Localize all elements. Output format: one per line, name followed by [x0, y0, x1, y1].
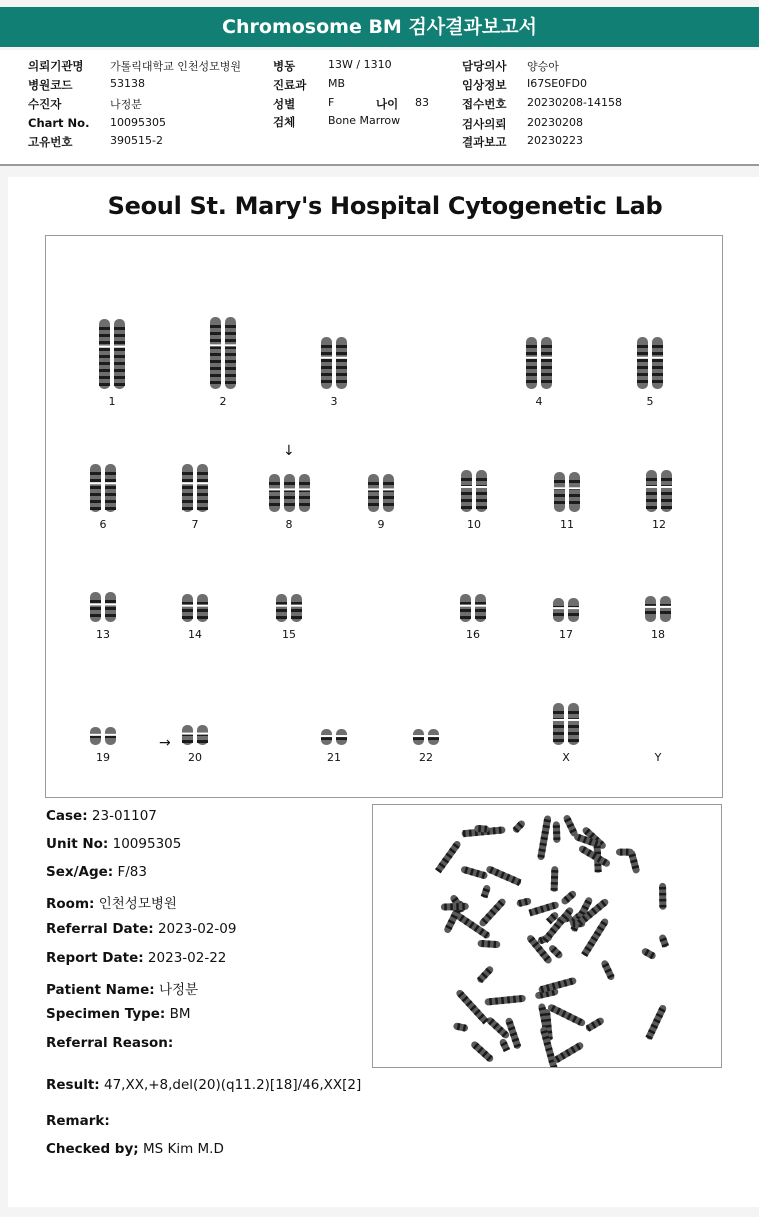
chromosome-label-14: 14	[188, 628, 202, 641]
report-date-value: 2023-02-22	[147, 950, 227, 966]
chromosome-label-17: 17	[559, 628, 573, 641]
chromosome-pair-12	[644, 468, 674, 514]
ward-label: 병동	[273, 59, 296, 73]
receipt-no-value: 20230208-14158	[527, 96, 622, 109]
chromosome-label-18: 18	[651, 628, 665, 641]
chromosome-pair-21	[319, 727, 349, 747]
unit-label: Unit No:	[46, 836, 109, 852]
age-value: 83	[415, 96, 429, 109]
chart-no-value: 10095305	[110, 116, 166, 129]
doctor-label: 담당의사	[462, 59, 507, 73]
report-date-label: 결과보고	[462, 135, 507, 149]
clinical-label: 임상정보	[462, 78, 507, 92]
case-value: 23-01107	[91, 808, 157, 824]
patient-info-panel	[0, 50, 759, 166]
chromosome-label-20: 20	[188, 751, 202, 764]
ward-value: 13W / 1310	[328, 58, 392, 71]
receipt-no-label: 접수번호	[462, 97, 507, 111]
chart-no-label: Chart No.	[28, 116, 90, 130]
chromosome-label-10: 10	[467, 518, 481, 531]
chromosome-label-13: 13	[96, 628, 110, 641]
chromosome-pair-9	[366, 472, 396, 514]
patient-name-row	[46, 978, 198, 998]
specimen-type-row	[46, 1006, 191, 1022]
result-row	[46, 1077, 361, 1093]
chromosome-label-19: 19	[96, 751, 110, 764]
chromosome-label-2: 2	[219, 395, 227, 408]
chromosome-pair-4	[524, 335, 554, 391]
institution-value: 가톨릭대학교 인천성모병원	[110, 60, 242, 73]
referral-reason-label: Referral Reason:	[46, 1035, 174, 1051]
chromosome-pair-11	[552, 470, 582, 514]
metaphase-image	[372, 804, 722, 1068]
chromosome-pair-7	[180, 462, 210, 514]
chromosome-pair-18	[643, 594, 673, 624]
chromosome-pair-19	[88, 725, 118, 747]
arrow-down-icon: ↓	[283, 443, 295, 459]
age-label: 나이	[376, 97, 399, 111]
chromosome-label-6: 6	[99, 518, 107, 531]
result-value: 47,XX,+8,del(20)(q11.2)[18]/46,XX[2]	[103, 1077, 362, 1093]
patient-label: 수진자	[28, 97, 62, 111]
room-value: 인천성모병원	[98, 896, 177, 912]
chromosome-label-22: 22	[419, 751, 433, 764]
sexage-value: F/83	[117, 864, 147, 880]
chromosome-pair-16	[458, 592, 488, 624]
room-label: Room:	[46, 896, 95, 912]
request-date-label: 검사의뢰	[462, 117, 507, 131]
chromosome-label-X: X	[562, 751, 570, 764]
remark-row	[46, 1113, 114, 1129]
unique-no-value: 390515-2	[110, 134, 163, 147]
chromosome-label-Y: Y	[654, 751, 662, 764]
patient-name-value: 나정분	[158, 982, 199, 998]
remark-label: Remark:	[46, 1113, 110, 1129]
chromosome-pair-8	[267, 472, 312, 514]
chromosome-pair-17	[551, 596, 581, 624]
karyotype-panel	[45, 235, 723, 798]
chromosome-pair-6	[88, 462, 118, 514]
referral-date-value: 2023-02-09	[157, 921, 237, 937]
specimen-label: 검체	[273, 115, 296, 129]
chromosome-pair-2	[208, 315, 238, 391]
chromosome-pair-15	[274, 592, 304, 624]
chromosome-pair-22	[411, 727, 441, 747]
chromosome-pair-14	[180, 592, 210, 624]
specimen-type-label: Specimen Type:	[46, 1006, 166, 1022]
chromosome-pair-20	[180, 723, 210, 747]
chromosome-label-21: 21	[327, 751, 341, 764]
case-row	[46, 808, 157, 824]
chromosome-pair-10	[459, 468, 489, 514]
chromosome-pair-1	[97, 317, 127, 391]
hospital-code-value: 53138	[110, 77, 145, 90]
report-date-label: Report Date:	[46, 950, 144, 966]
sexage-row	[46, 864, 147, 880]
room-row	[46, 892, 177, 912]
chromosome-label-16: 16	[466, 628, 480, 641]
dept-value: MB	[328, 77, 346, 90]
chromosome-label-7: 7	[191, 518, 199, 531]
chromosome-label-9: 9	[377, 518, 385, 531]
referral-reason-row	[46, 1035, 178, 1051]
arrow-right-icon: →	[159, 735, 171, 751]
referral-date-label: Referral Date:	[46, 921, 154, 937]
chromosome-pair-5	[635, 335, 665, 391]
lab-title: Seoul St. Mary's Hospital Cytogenetic Lab	[107, 192, 663, 220]
chromosome-label-1: 1	[108, 395, 116, 408]
report-title: Chromosome BM 검사결과보고서	[0, 7, 759, 47]
institution-label: 의뢰기관명	[28, 59, 84, 73]
chromosome-label-11: 11	[560, 518, 574, 531]
doctor-value: 양승아	[527, 60, 559, 73]
unit-row	[46, 836, 181, 852]
sexage-label: Sex/Age:	[46, 864, 114, 880]
checked-label: Checked by;	[46, 1141, 139, 1157]
referral-date-row	[46, 921, 236, 937]
chromosome-label-12: 12	[652, 518, 666, 531]
dept-label: 진료과	[273, 78, 307, 92]
unique-no-label: 고유번호	[28, 135, 73, 149]
patient-value: 나정분	[110, 98, 142, 111]
clinical-value: I67SE0FD0	[527, 77, 587, 90]
result-label: Result:	[46, 1077, 100, 1093]
case-label: Case:	[46, 808, 88, 824]
request-date-value: 20230208	[527, 116, 583, 129]
chromosome-label-5: 5	[646, 395, 654, 408]
checked-row	[46, 1141, 224, 1157]
unit-value: 10095305	[112, 836, 182, 852]
specimen-value: Bone Marrow	[328, 114, 401, 127]
hospital-code-label: 병원코드	[28, 78, 73, 92]
chromosome-pair-X	[551, 701, 581, 747]
sex-value: F	[328, 96, 335, 109]
chromosome-pair-13	[88, 590, 118, 624]
chromosome-label-15: 15	[282, 628, 296, 641]
chromosome-label-3: 3	[330, 395, 338, 408]
specimen-type-value: BM	[169, 1006, 191, 1022]
patient-name-label: Patient Name:	[46, 982, 155, 998]
chromosome-label-8: 8	[285, 518, 293, 531]
checked-value: MS Kim M.D	[142, 1141, 224, 1157]
chromosome-label-4: 4	[535, 395, 543, 408]
report-date-value: 20230223	[527, 134, 583, 147]
report-date-row	[46, 950, 226, 966]
sex-label: 성별	[273, 97, 296, 111]
chromosome-pair-3	[319, 335, 349, 391]
